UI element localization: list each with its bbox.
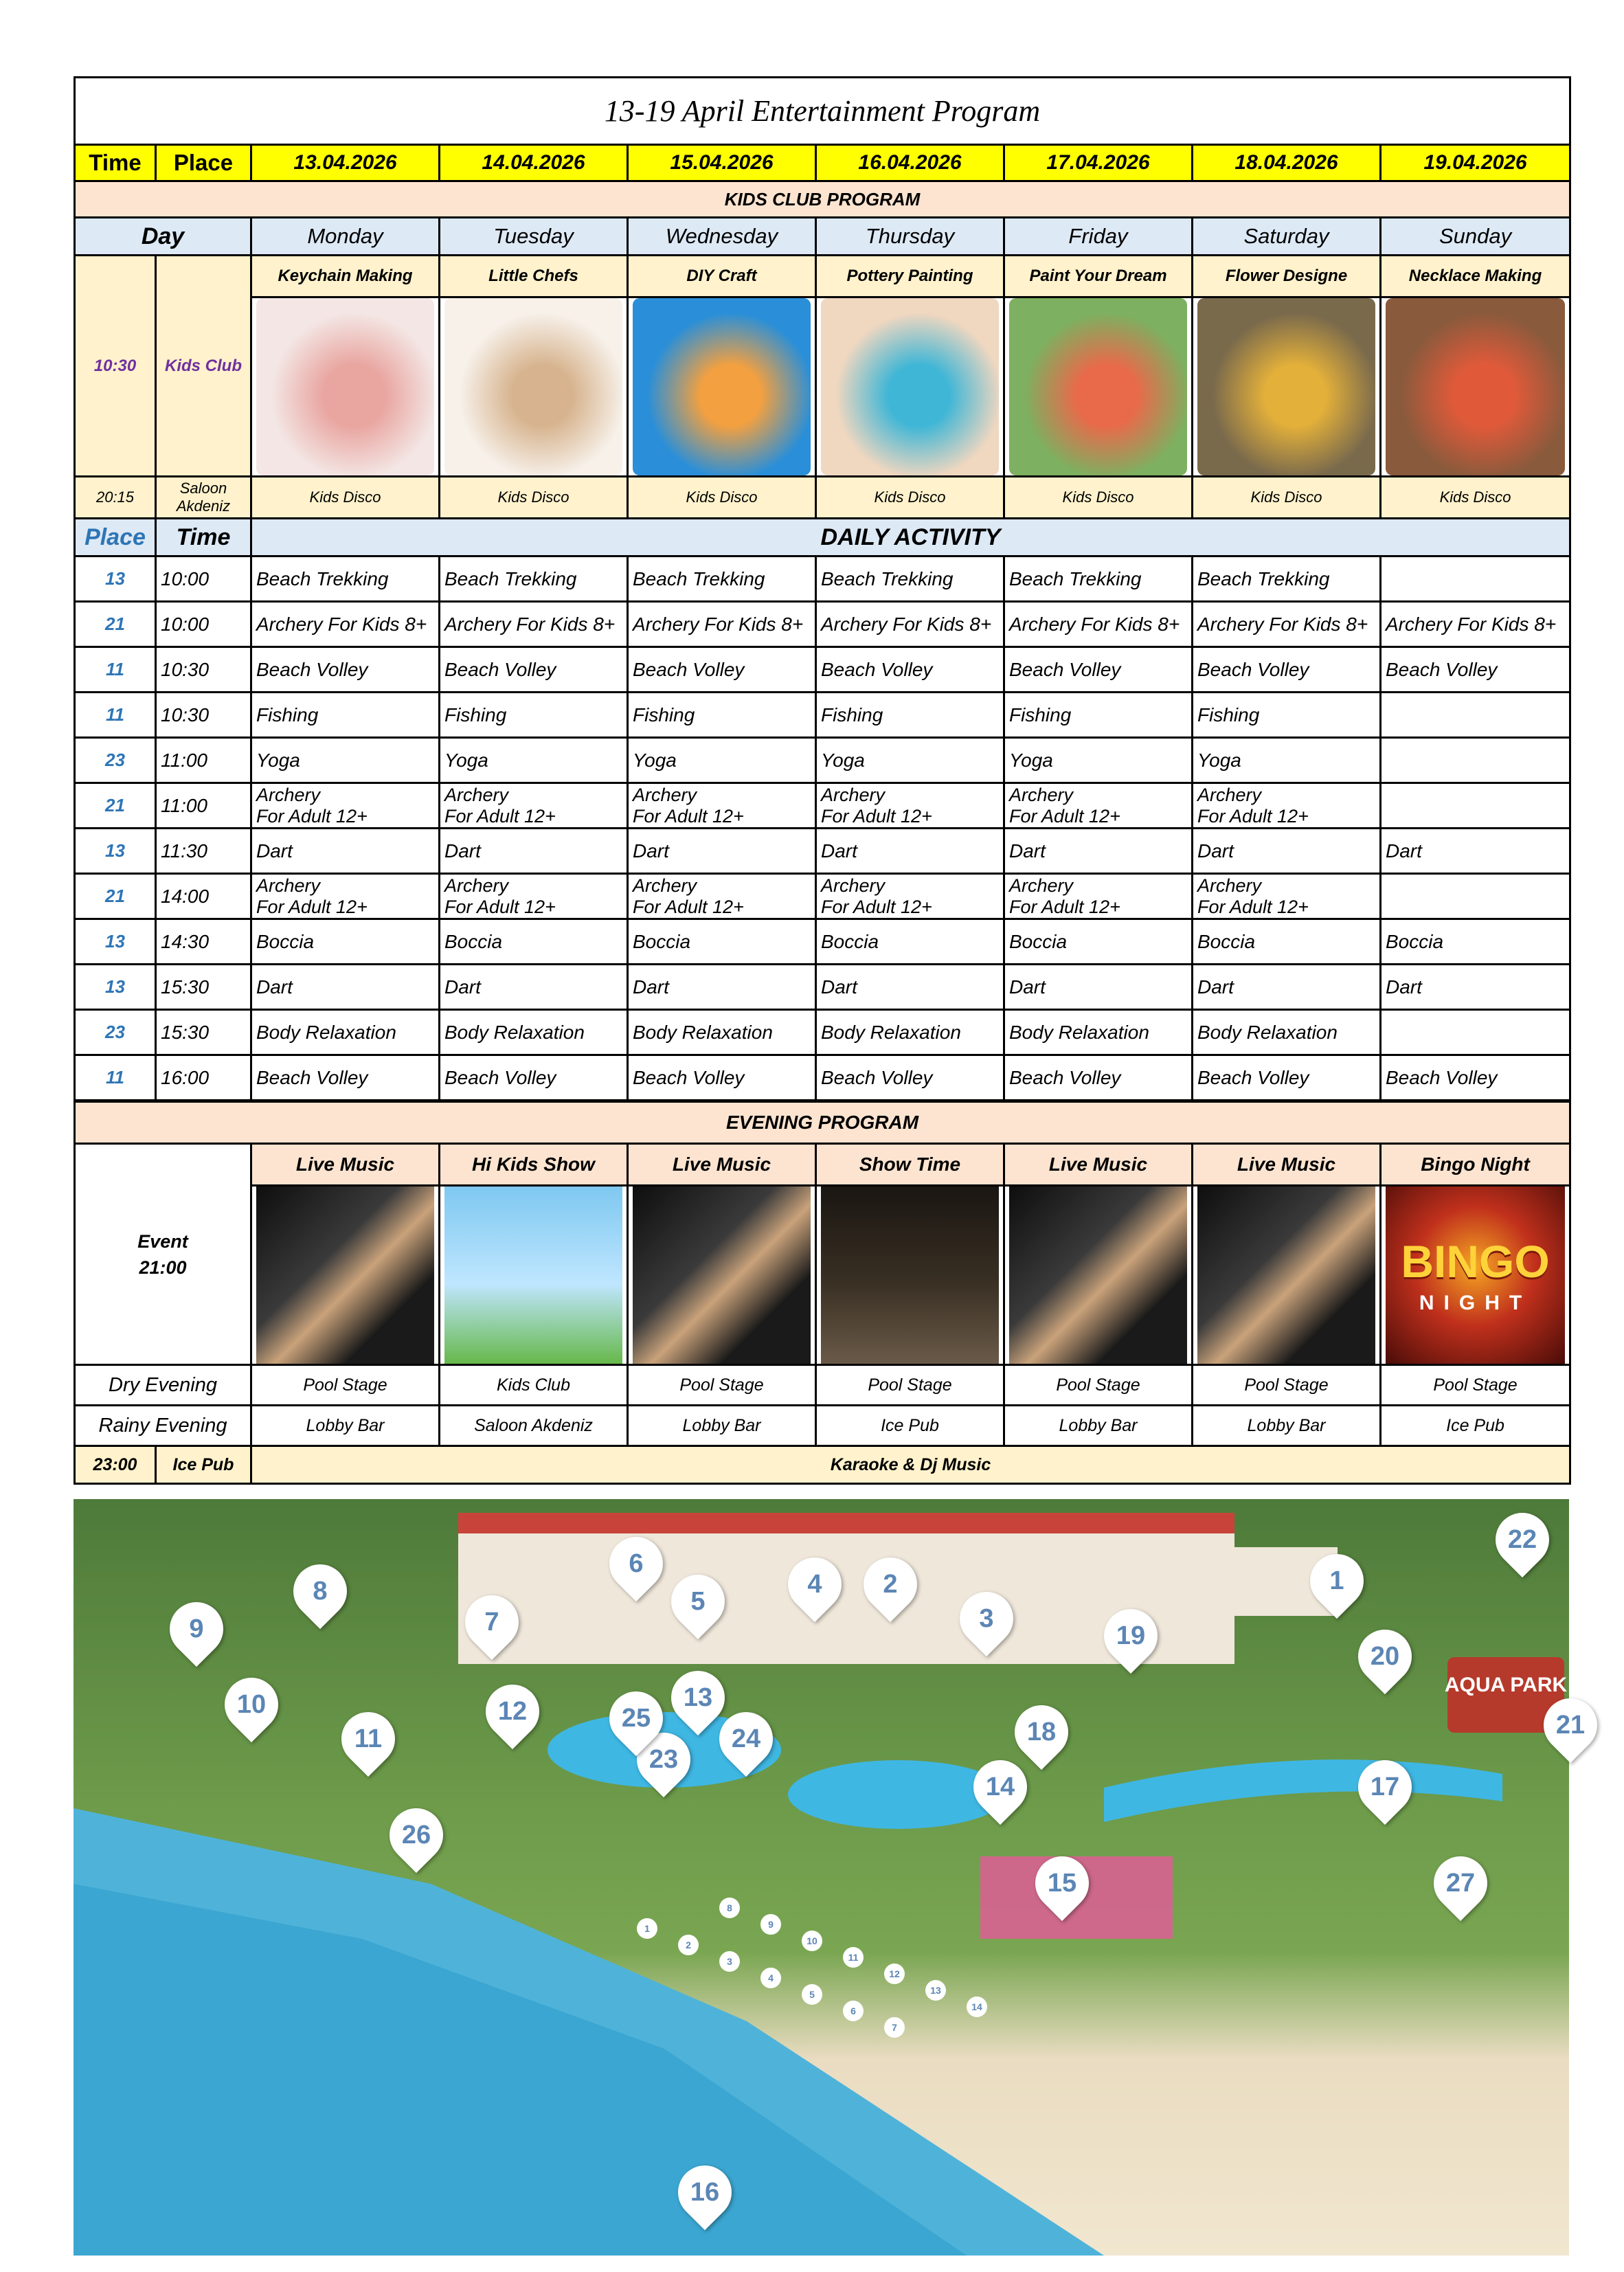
day-name: Wednesday bbox=[628, 218, 816, 256]
late-time: 23:00 bbox=[75, 1446, 156, 1484]
show-photo-cell bbox=[440, 1186, 628, 1365]
map-pin[interactable] bbox=[159, 1591, 234, 1667]
event-label: Event bbox=[137, 1230, 188, 1252]
activity-cell bbox=[1381, 783, 1570, 829]
show-photo bbox=[1197, 1186, 1375, 1364]
map-pin[interactable] bbox=[1004, 1694, 1079, 1770]
rainy-venue: Lobby Bar bbox=[1004, 1406, 1193, 1446]
show-photo bbox=[633, 1186, 811, 1364]
map-pin-number: 21 bbox=[1555, 1711, 1586, 1740]
activity-time: 10:30 bbox=[156, 647, 251, 693]
activity-cell: Body Relaxation bbox=[1004, 1010, 1193, 1055]
activity-cell: Dart bbox=[251, 829, 440, 874]
activity-cell: Fishing bbox=[816, 693, 1004, 738]
cabana-number: 12 bbox=[884, 1964, 905, 1984]
dry-venue: Pool Stage bbox=[1193, 1365, 1381, 1406]
map-pin-number: 5 bbox=[690, 1587, 706, 1616]
day-name: Tuesday bbox=[440, 218, 628, 256]
page-title: 13-19 April Entertainment Program bbox=[75, 78, 1570, 145]
activity-cell: Body Relaxation bbox=[440, 1010, 628, 1055]
activity-cell: Beach Volley bbox=[1004, 647, 1193, 693]
show-photo bbox=[821, 1186, 999, 1364]
kids-activity-label: Necklace Making bbox=[1381, 256, 1570, 297]
activity-cell: Dart bbox=[251, 965, 440, 1010]
activity-cell: Archery For Adult 12+ bbox=[1193, 874, 1381, 919]
activity-cell: Beach Trekking bbox=[1004, 556, 1193, 602]
bingo-subtitle: NIGHT bbox=[1419, 1292, 1532, 1314]
kids-activity-label: Keychain Making bbox=[251, 256, 440, 297]
evening-title: EVENING PROGRAM bbox=[75, 1101, 1570, 1144]
kids-disco: Kids Disco bbox=[440, 477, 628, 519]
map-pin-number: 7 bbox=[484, 1608, 499, 1636]
show-photo bbox=[256, 1186, 434, 1364]
header-date: 19.04.2026 bbox=[1381, 145, 1570, 181]
map-pin[interactable] bbox=[1423, 1845, 1498, 1921]
kids-activity-photo-cell bbox=[1004, 297, 1193, 477]
activity-place: 11 bbox=[75, 647, 156, 693]
activity-cell: Yoga bbox=[1193, 738, 1381, 783]
activity-cell: Body Relaxation bbox=[251, 1010, 440, 1055]
map-pin[interactable] bbox=[949, 1581, 1024, 1656]
map-pin[interactable] bbox=[214, 1667, 289, 1742]
map-pin[interactable] bbox=[1347, 1619, 1423, 1694]
activity-place: 13 bbox=[75, 919, 156, 965]
activity-cell: Dart bbox=[1381, 829, 1570, 874]
activity-row bbox=[75, 874, 1570, 919]
map-pin-number: 18 bbox=[1026, 1718, 1057, 1746]
activity-cell: Dart bbox=[1193, 965, 1381, 1010]
show-photo-cell bbox=[1004, 1186, 1193, 1365]
map-pin-number: 12 bbox=[497, 1697, 528, 1726]
aqua-park-sign: AQUA PARK bbox=[1444, 1674, 1568, 1696]
dry-venue: Pool Stage bbox=[1004, 1365, 1193, 1406]
day-name: Thursday bbox=[816, 218, 1004, 256]
kids-disco: Kids Disco bbox=[1381, 477, 1570, 519]
kids-activity-photo-cell bbox=[251, 297, 440, 477]
activity-cell: Beach Trekking bbox=[440, 556, 628, 602]
dry-venue: Kids Club bbox=[440, 1365, 628, 1406]
show-name: Hi Kids Show bbox=[440, 1144, 628, 1186]
map-pin-number: 9 bbox=[189, 1615, 204, 1643]
day-name: Friday bbox=[1004, 218, 1193, 256]
map-pin-number: 6 bbox=[629, 1549, 644, 1578]
activity-cell: Dart bbox=[440, 829, 628, 874]
activity-cell: Beach Volley bbox=[628, 647, 816, 693]
header-date: 18.04.2026 bbox=[1193, 145, 1381, 181]
kids-activity-label: Little Chefs bbox=[440, 256, 628, 297]
activity-cell: Beach Volley bbox=[1381, 647, 1570, 693]
map-pin-number: 27 bbox=[1445, 1869, 1476, 1898]
activity-row bbox=[75, 1010, 1570, 1055]
cabana-number: 3 bbox=[719, 1951, 740, 1972]
activity-cell: Boccia bbox=[628, 919, 816, 965]
map-pin-number: 24 bbox=[731, 1724, 761, 1753]
cabana-number: 4 bbox=[760, 1968, 781, 1988]
activity-cell: Archery For Adult 12+ bbox=[1193, 783, 1381, 829]
activity-cell: Fishing bbox=[628, 693, 816, 738]
activity-row bbox=[75, 556, 1570, 602]
cabana-number: 13 bbox=[925, 1980, 946, 2001]
activity-cell: Beach Volley bbox=[628, 1055, 816, 1101]
activity-cell: Archery For Adult 12+ bbox=[816, 783, 1004, 829]
activity-cell: Dart bbox=[1004, 829, 1193, 874]
map-pin-number: 22 bbox=[1507, 1525, 1537, 1554]
dry-venue: Pool Stage bbox=[1381, 1365, 1570, 1406]
rainy-evening-label: Rainy Evening bbox=[75, 1406, 251, 1446]
kids-disco: Kids Disco bbox=[816, 477, 1004, 519]
map-pin-number: 2 bbox=[883, 1570, 898, 1599]
show-name: Show Time bbox=[816, 1144, 1004, 1186]
program-table bbox=[74, 76, 1571, 1485]
kids-activity-photo bbox=[444, 298, 622, 475]
map-pin[interactable] bbox=[379, 1797, 454, 1873]
map-pin[interactable] bbox=[1533, 1687, 1608, 1763]
map-pin-number: 23 bbox=[649, 1745, 679, 1774]
activity-cell bbox=[1381, 693, 1570, 738]
show-photo-cell bbox=[251, 1186, 440, 1365]
map-pin[interactable] bbox=[667, 2155, 743, 2230]
kids-activity-photo-cell bbox=[440, 297, 628, 477]
activity-place: 11 bbox=[75, 1055, 156, 1101]
activity-cell: Dart bbox=[628, 965, 816, 1010]
show-name: Live Music bbox=[1004, 1144, 1193, 1186]
activity-row bbox=[75, 965, 1570, 1010]
map-pin[interactable] bbox=[1347, 1749, 1423, 1825]
disco-place: Saloon Akdeniz bbox=[156, 477, 251, 519]
activity-row bbox=[75, 602, 1570, 647]
activity-row bbox=[75, 1055, 1570, 1101]
hotel-roof bbox=[458, 1513, 1234, 1533]
activity-cell bbox=[1381, 1010, 1570, 1055]
activity-cell: Beach Volley bbox=[1193, 1055, 1381, 1101]
map-pin[interactable] bbox=[1485, 1502, 1560, 1577]
kids-activity-label: Pottery Painting bbox=[816, 256, 1004, 297]
show-photo-cell bbox=[628, 1186, 816, 1365]
kids-activity-label: Flower Designe bbox=[1193, 256, 1381, 297]
kids-activity-photo-cell bbox=[816, 297, 1004, 477]
activity-time: 10:30 bbox=[156, 693, 251, 738]
header-date: 16.04.2026 bbox=[816, 145, 1004, 181]
show-photo-cell bbox=[816, 1186, 1004, 1365]
show-photo bbox=[444, 1186, 622, 1364]
activity-cell: Beach Volley bbox=[1381, 1055, 1570, 1101]
activity-cell bbox=[1381, 874, 1570, 919]
activity-row bbox=[75, 829, 1570, 874]
map-pin[interactable] bbox=[475, 1674, 550, 1749]
activity-cell: Dart bbox=[1004, 965, 1193, 1010]
activity-cell bbox=[1381, 556, 1570, 602]
activity-cell: Beach Volley bbox=[440, 1055, 628, 1101]
rainy-venue: Lobby Bar bbox=[628, 1406, 816, 1446]
kids-club-title: KIDS CLUB PROGRAM bbox=[75, 181, 1570, 218]
activity-cell: Body Relaxation bbox=[816, 1010, 1004, 1055]
map-pin[interactable] bbox=[282, 1553, 358, 1629]
kids-activity-photo-cell bbox=[1381, 297, 1570, 477]
bingo-title: BINGO bbox=[1401, 1236, 1550, 1287]
activity-place: 23 bbox=[75, 738, 156, 783]
map-pin[interactable] bbox=[853, 1546, 928, 1622]
day-label: Day bbox=[75, 218, 251, 256]
activity-cell: Boccia bbox=[251, 919, 440, 965]
header-date: 14.04.2026 bbox=[440, 145, 628, 181]
activity-place: 21 bbox=[75, 874, 156, 919]
activity-cell: Archery For Adult 12+ bbox=[440, 874, 628, 919]
activity-place: 13 bbox=[75, 829, 156, 874]
daily-time-label: Time bbox=[156, 519, 251, 556]
activity-time: 11:30 bbox=[156, 829, 251, 874]
day-name: Monday bbox=[251, 218, 440, 256]
map-pin-number: 14 bbox=[985, 1773, 1015, 1801]
show-photo bbox=[1009, 1186, 1187, 1364]
activity-cell: Dart bbox=[1381, 965, 1570, 1010]
map-pin[interactable] bbox=[1299, 1543, 1375, 1619]
activity-cell: Body Relaxation bbox=[628, 1010, 816, 1055]
activity-cell: Beach Volley bbox=[1193, 647, 1381, 693]
activity-cell: Archery For Adult 12+ bbox=[628, 874, 816, 919]
activity-cell: Boccia bbox=[1004, 919, 1193, 965]
activity-cell: Fishing bbox=[440, 693, 628, 738]
activity-cell: Archery For Adult 12+ bbox=[628, 783, 816, 829]
activity-place: 13 bbox=[75, 965, 156, 1010]
activity-cell: Dart bbox=[440, 965, 628, 1010]
activity-place: 11 bbox=[75, 693, 156, 738]
activity-cell: Yoga bbox=[816, 738, 1004, 783]
activity-cell: Archery For Adult 12+ bbox=[440, 783, 628, 829]
kids-activity-label: Paint Your Dream bbox=[1004, 256, 1193, 297]
activity-row bbox=[75, 647, 1570, 693]
kids-activity-photo bbox=[1197, 298, 1375, 475]
activity-time: 14:30 bbox=[156, 919, 251, 965]
activity-cell: Dart bbox=[816, 965, 1004, 1010]
cabana-number: 14 bbox=[967, 1997, 987, 2017]
header-date: 13.04.2026 bbox=[251, 145, 440, 181]
activity-cell: Archery For Kids 8+ bbox=[251, 602, 440, 647]
activity-place: 13 bbox=[75, 556, 156, 602]
map-pin-number: 26 bbox=[401, 1821, 431, 1849]
kids-club-time: 10:30 bbox=[75, 256, 156, 477]
activity-cell: Beach Trekking bbox=[628, 556, 816, 602]
daily-activity-title: DAILY ACTIVITY bbox=[251, 519, 1570, 556]
activity-cell bbox=[1381, 738, 1570, 783]
activity-cell: Yoga bbox=[440, 738, 628, 783]
event-cell bbox=[75, 1144, 251, 1365]
kids-club-place: Kids Club bbox=[156, 256, 251, 477]
show-name: Bingo Night bbox=[1381, 1144, 1570, 1186]
activity-cell: Dart bbox=[1193, 829, 1381, 874]
dry-venue: Pool Stage bbox=[628, 1365, 816, 1406]
activity-cell: Fishing bbox=[1193, 693, 1381, 738]
header-date: 17.04.2026 bbox=[1004, 145, 1193, 181]
activity-time: 16:00 bbox=[156, 1055, 251, 1101]
map-pin[interactable] bbox=[1024, 1845, 1100, 1921]
kids-disco: Kids Disco bbox=[628, 477, 816, 519]
activity-row bbox=[75, 738, 1570, 783]
activity-cell: Yoga bbox=[628, 738, 816, 783]
activity-cell: Archery For Kids 8+ bbox=[1381, 602, 1570, 647]
activity-time: 11:00 bbox=[156, 738, 251, 783]
activity-time: 10:00 bbox=[156, 556, 251, 602]
activity-cell: Boccia bbox=[816, 919, 1004, 965]
activity-time: 14:00 bbox=[156, 874, 251, 919]
activity-cell: Beach Volley bbox=[251, 1055, 440, 1101]
rainy-venue: Ice Pub bbox=[1381, 1406, 1570, 1446]
activity-place: 23 bbox=[75, 1010, 156, 1055]
map-pin[interactable] bbox=[660, 1564, 736, 1639]
cabana-number: 10 bbox=[802, 1931, 822, 1951]
late-event: Karaoke & Dj Music bbox=[251, 1446, 1570, 1484]
activity-cell: Beach Volley bbox=[816, 647, 1004, 693]
activity-cell: Fishing bbox=[1004, 693, 1193, 738]
activity-cell: Archery For Adult 12+ bbox=[1004, 783, 1193, 829]
daily-place-label: Place bbox=[75, 519, 156, 556]
rainy-venue: Lobby Bar bbox=[1193, 1406, 1381, 1446]
show-photo-cell bbox=[1381, 1186, 1570, 1365]
show-name: Live Music bbox=[251, 1144, 440, 1186]
activity-cell: Archery For Adult 12+ bbox=[1004, 874, 1193, 919]
map-pin-number: 17 bbox=[1370, 1773, 1400, 1801]
kids-disco: Kids Disco bbox=[1004, 477, 1193, 519]
activity-place: 21 bbox=[75, 783, 156, 829]
kids-activity-photo bbox=[821, 298, 999, 475]
activity-cell: Beach Volley bbox=[816, 1055, 1004, 1101]
lazy-river bbox=[1104, 1759, 1502, 1822]
kids-activity-photo bbox=[1386, 298, 1565, 475]
map-pin-number: 20 bbox=[1370, 1642, 1400, 1671]
map-pin-number: 8 bbox=[313, 1577, 328, 1606]
activity-row bbox=[75, 783, 1570, 829]
activity-time: 15:30 bbox=[156, 1010, 251, 1055]
map-pin[interactable] bbox=[962, 1749, 1038, 1825]
kids-disco: Kids Disco bbox=[251, 477, 440, 519]
kids-activity-photo bbox=[256, 298, 434, 475]
map-pin-number: 4 bbox=[807, 1570, 822, 1599]
activity-cell: Archery For Kids 8+ bbox=[1193, 602, 1381, 647]
activity-cell: Beach Volley bbox=[251, 647, 440, 693]
activity-cell: Archery For Kids 8+ bbox=[1004, 602, 1193, 647]
map-pin-number: 16 bbox=[690, 2178, 720, 2207]
map-pin[interactable] bbox=[708, 1701, 784, 1777]
disco-time: 20:15 bbox=[75, 477, 156, 519]
dry-evening-label: Dry Evening bbox=[75, 1365, 251, 1406]
cabana-number: 11 bbox=[843, 1947, 864, 1968]
header-place: Place bbox=[156, 145, 251, 181]
resort-map bbox=[74, 1499, 1586, 2256]
activity-cell: Archery For Kids 8+ bbox=[440, 602, 628, 647]
activity-cell: Beach Volley bbox=[1004, 1055, 1193, 1101]
activity-cell: Beach Trekking bbox=[251, 556, 440, 602]
event-time: 21:00 bbox=[139, 1257, 187, 1278]
activity-cell: Yoga bbox=[251, 738, 440, 783]
activity-cell: Archery For Adult 12+ bbox=[251, 783, 440, 829]
activity-cell: Dart bbox=[816, 829, 1004, 874]
activity-time: 11:00 bbox=[156, 783, 251, 829]
cabana-number: 7 bbox=[884, 2017, 905, 2038]
cabana-number: 1 bbox=[637, 1918, 657, 1939]
dry-venue: Pool Stage bbox=[816, 1365, 1004, 1406]
kids-activity-photo-cell bbox=[628, 297, 816, 477]
dry-venue: Pool Stage bbox=[251, 1365, 440, 1406]
map-pin-number: 1 bbox=[1329, 1566, 1344, 1595]
kids-activity-label: DIY Craft bbox=[628, 256, 816, 297]
map-pin-number: 19 bbox=[1116, 1621, 1146, 1650]
map-pin-number: 13 bbox=[683, 1683, 713, 1712]
map-pin-number: 15 bbox=[1047, 1869, 1077, 1898]
kids-activity-photo bbox=[633, 298, 811, 475]
activity-cell: Beach Trekking bbox=[816, 556, 1004, 602]
activity-cell: Yoga bbox=[1004, 738, 1193, 783]
map-pin-number: 11 bbox=[354, 1724, 383, 1753]
map-pin[interactable] bbox=[330, 1701, 406, 1777]
activity-place: 21 bbox=[75, 602, 156, 647]
activity-cell: Beach Trekking bbox=[1193, 556, 1381, 602]
day-name: Sunday bbox=[1381, 218, 1570, 256]
activity-row bbox=[75, 693, 1570, 738]
activity-cell: Archery For Adult 12+ bbox=[816, 874, 1004, 919]
show-name: Live Music bbox=[1193, 1144, 1381, 1186]
day-name: Saturday bbox=[1193, 218, 1381, 256]
activity-cell: Archery For Adult 12+ bbox=[251, 874, 440, 919]
map-pin[interactable] bbox=[598, 1526, 674, 1601]
activity-cell: Body Relaxation bbox=[1193, 1010, 1381, 1055]
rainy-venue: Saloon Akdeniz bbox=[440, 1406, 628, 1446]
activity-cell: Archery For Kids 8+ bbox=[628, 602, 816, 647]
cabana-number: 8 bbox=[719, 1898, 740, 1918]
kids-activity-photo bbox=[1009, 298, 1187, 475]
activity-time: 10:00 bbox=[156, 602, 251, 647]
header-date: 15.04.2026 bbox=[628, 145, 816, 181]
activity-cell: Boccia bbox=[440, 919, 628, 965]
late-place: Ice Pub bbox=[156, 1446, 251, 1484]
rainy-venue: Lobby Bar bbox=[251, 1406, 440, 1446]
activity-cell: Archery For Kids 8+ bbox=[816, 602, 1004, 647]
map-pin-number: 25 bbox=[621, 1704, 651, 1733]
map-pin[interactable] bbox=[1093, 1598, 1169, 1674]
header-time: Time bbox=[75, 145, 156, 181]
kids-activity-photo-cell bbox=[1193, 297, 1381, 477]
map-pin-number: 10 bbox=[236, 1690, 267, 1719]
cabana-number: 9 bbox=[760, 1914, 781, 1935]
activity-cell: Dart bbox=[628, 829, 816, 874]
map-pin-number: 3 bbox=[979, 1604, 994, 1633]
program-sheet bbox=[74, 76, 1569, 1485]
show-photo-cell bbox=[1193, 1186, 1381, 1365]
activity-row bbox=[75, 919, 1570, 965]
map-pin[interactable] bbox=[598, 1680, 674, 1756]
show-photo bbox=[1386, 1186, 1565, 1364]
activity-cell: Boccia bbox=[1193, 919, 1381, 965]
cabana-number: 6 bbox=[843, 2001, 864, 2021]
activity-cell: Beach Volley bbox=[440, 647, 628, 693]
map-pin[interactable] bbox=[454, 1584, 530, 1660]
cabana-number: 5 bbox=[802, 1984, 822, 2005]
show-name: Live Music bbox=[628, 1144, 816, 1186]
activity-cell: Fishing bbox=[251, 693, 440, 738]
activity-time: 15:30 bbox=[156, 965, 251, 1010]
activity-cell: Boccia bbox=[1381, 919, 1570, 965]
rainy-venue: Ice Pub bbox=[816, 1406, 1004, 1446]
kids-disco: Kids Disco bbox=[1193, 477, 1381, 519]
map-pin[interactable] bbox=[777, 1546, 853, 1622]
cabana-number: 2 bbox=[678, 1935, 699, 1955]
